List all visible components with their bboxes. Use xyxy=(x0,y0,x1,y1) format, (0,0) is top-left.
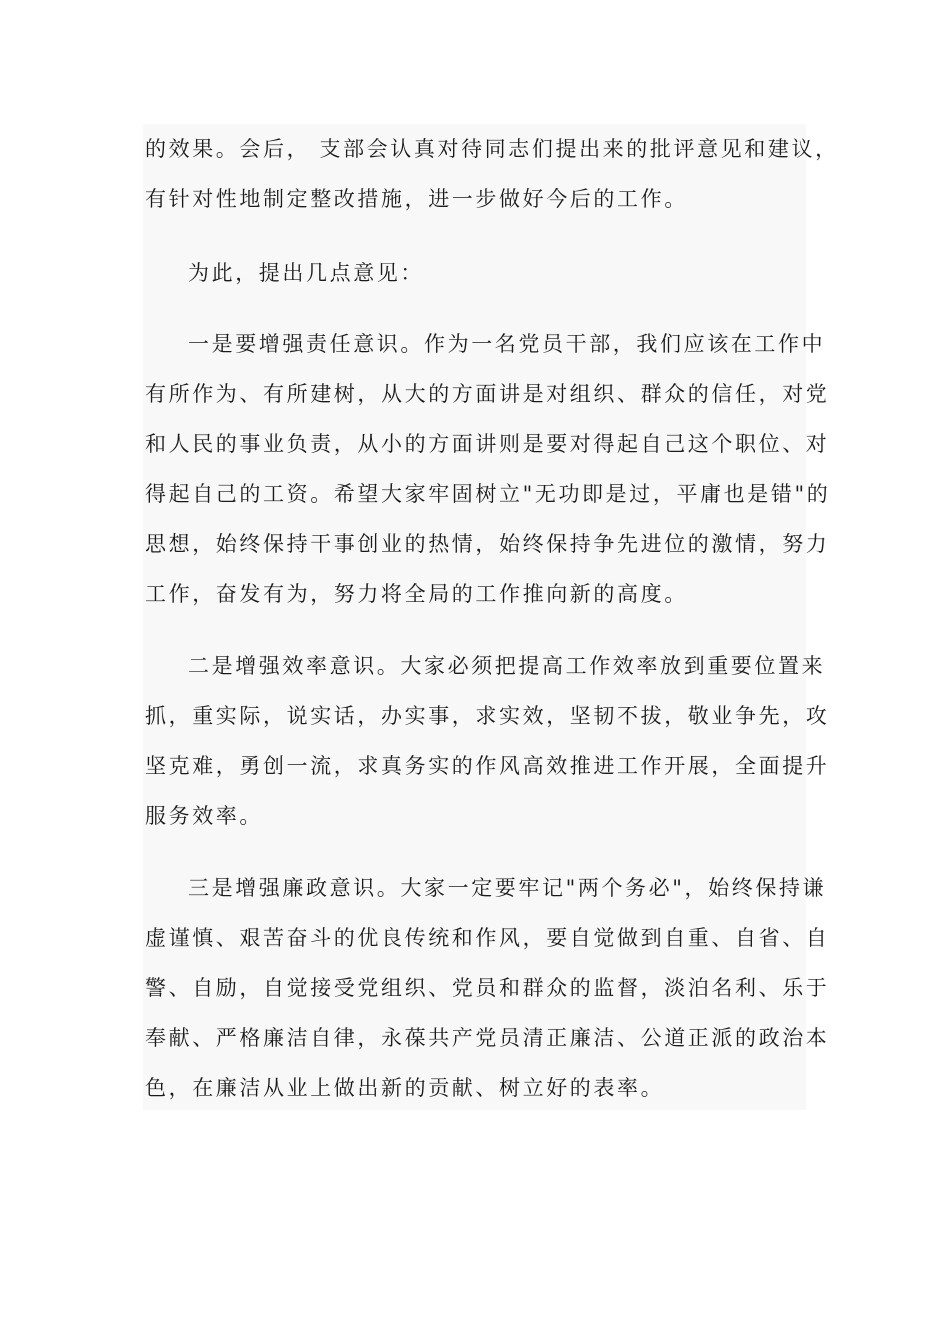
text-line: 的效果。会后， 支部会认真对待同志们提出来的批评意见和建议， xyxy=(145,137,839,161)
text-line: 色，在廉洁从业上做出新的贡献、树立好的表率。 xyxy=(145,1076,665,1100)
text-line: 得起自己的工资。希望大家牢固树立"无功即是过，平庸也是错"的 xyxy=(145,482,831,506)
paragraph-first-line: 一是要增强责任意识。作为一名党员干部，我们应该在工作中 xyxy=(188,332,826,356)
text-line: 虚谨慎、艰苦奋斗的优良传统和作风，要自觉做到自重、自省、自 xyxy=(145,926,830,950)
text-line: 有针对性地制定整改措施，进一步做好今后的工作。 xyxy=(145,187,688,211)
text-line: 服务效率。 xyxy=(145,804,263,828)
text-line: 思想，始终保持干事创业的热情，始终保持争先进位的激情，努力 xyxy=(145,532,830,556)
text-line: 和人民的事业负责，从小的方面讲则是要对得起自己这个职位、对 xyxy=(145,432,830,456)
text-line: 警、自励，自觉接受党组织、党员和群众的监督，淡泊名利、乐于 xyxy=(145,976,830,1000)
text-line: 工作，奋发有为，努力将全局的工作推向新的高度。 xyxy=(145,582,688,606)
paragraph-heading: 为此，提出几点意见： xyxy=(188,261,424,285)
paragraph-first-line: 三是增强廉政意识。大家一定要牢记"两个务必"，始终保持谦 xyxy=(188,876,827,900)
paragraph-first-line: 二是增强效率意识。大家必须把提高工作效率放到重要位置来 xyxy=(188,654,826,678)
text-line: 抓，重实际，说实话，办实事，求实效，坚韧不拔，敬业争先，攻 xyxy=(145,704,830,728)
text-line: 奉献、严格廉洁自律，永葆共产党员清正廉洁、公道正派的政治本 xyxy=(145,1026,830,1050)
text-line: 坚克难，勇创一流，求真务实的作风高效推进工作开展，全面提升 xyxy=(145,754,830,778)
text-line: 有所作为、有所建树，从大的方面讲是对组织、群众的信任，对党 xyxy=(145,382,830,406)
